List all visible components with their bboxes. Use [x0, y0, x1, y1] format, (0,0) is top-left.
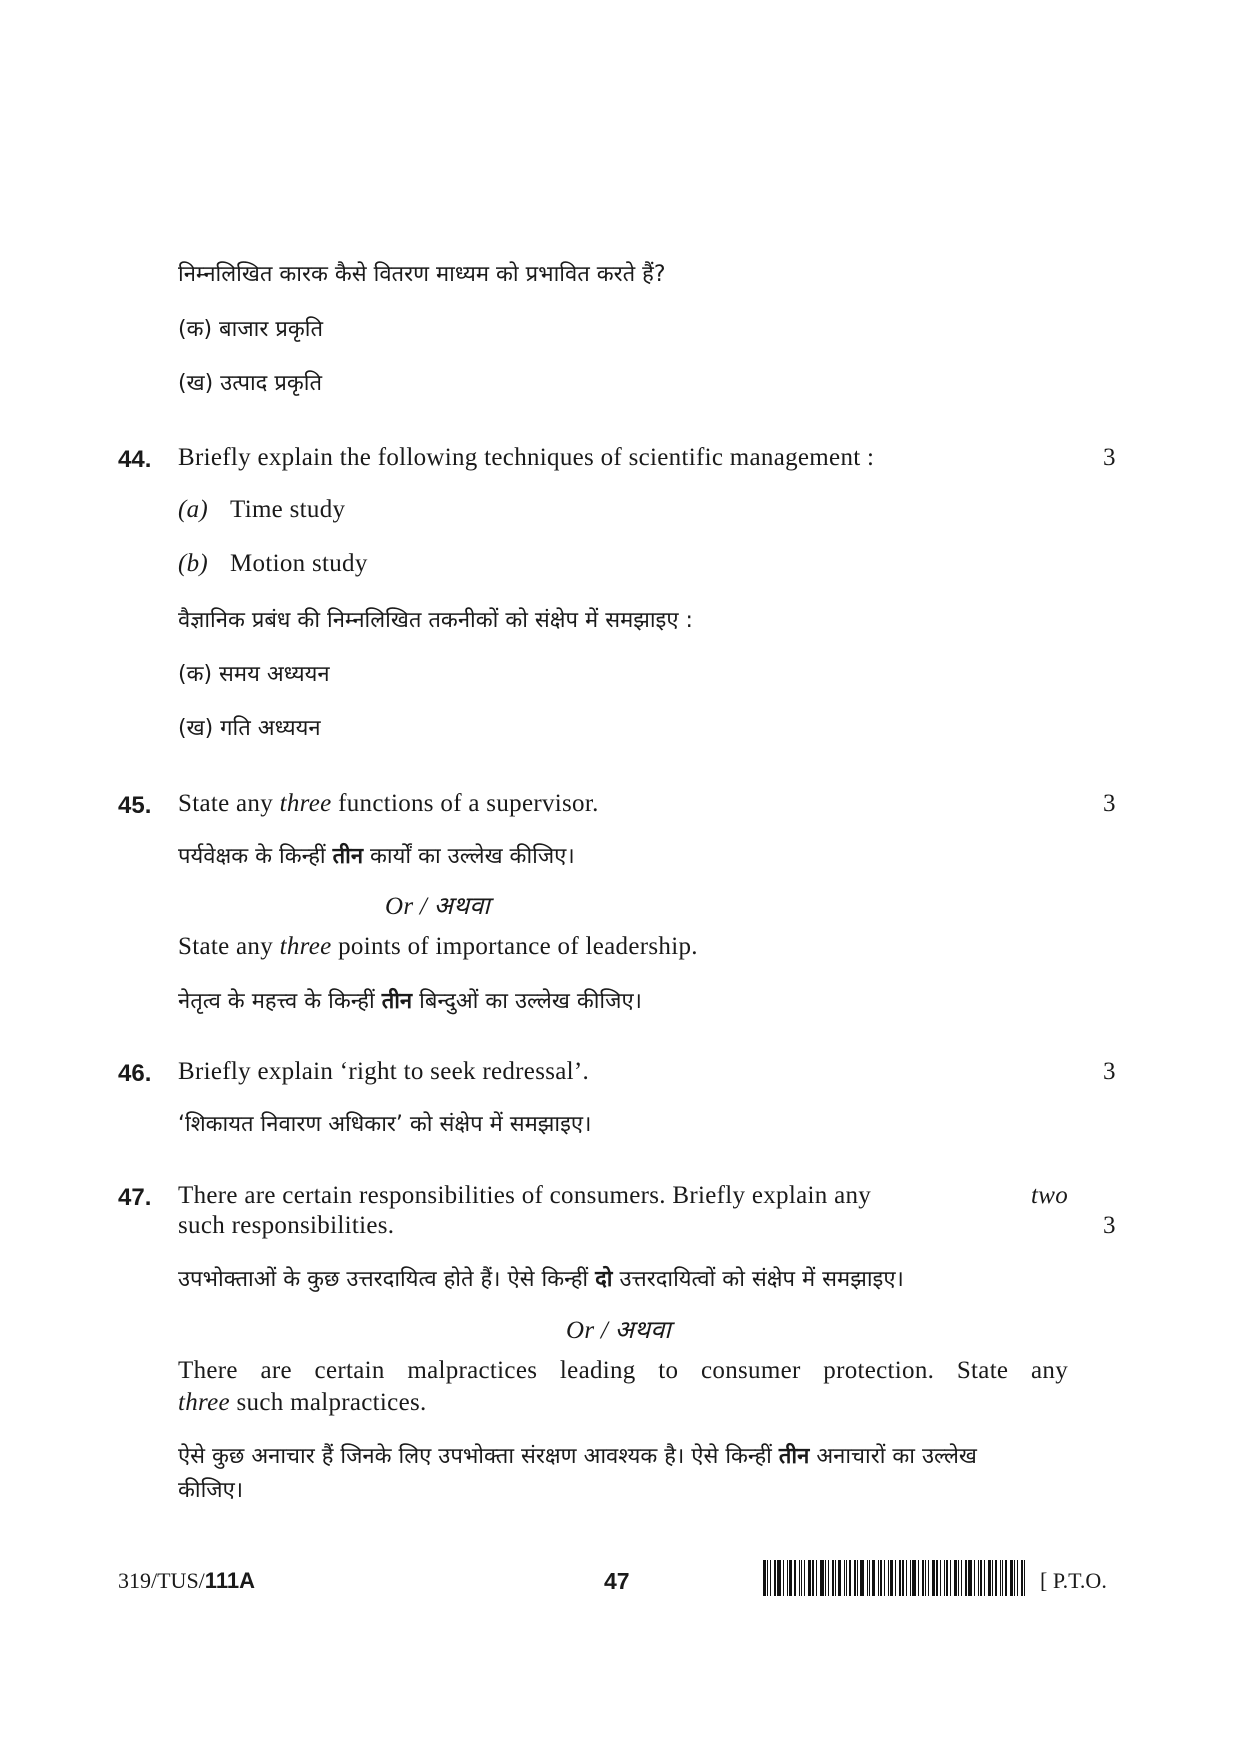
question-44-option-b — [178, 550, 208, 578]
barcode-bar — [820, 1560, 824, 1596]
barcode-bar — [816, 1560, 817, 1596]
barcode-bar — [838, 1560, 841, 1596]
question-45-marks: 3 — [1103, 790, 1116, 817]
pto-label: [ P.T.O. — [1040, 1568, 1107, 1593]
continuation-question-hi: निम्नलिखित कारक कैसे वितरण माध्यम को प्रभावित करते हैं? — [178, 262, 666, 287]
barcode-bar — [928, 1560, 929, 1596]
text-segment: बिन्दुओं का उल्लेख कीजिए। — [412, 989, 642, 1014]
barcode-bar — [925, 1560, 926, 1596]
barcode-bar — [857, 1560, 858, 1596]
question-47-alt-text-hi-line2: कीजिए। — [178, 1478, 244, 1503]
barcode-bar — [902, 1560, 904, 1596]
barcode-bar — [950, 1560, 951, 1596]
barcode-bar — [936, 1560, 938, 1596]
question-46-marks: 3 — [1103, 1058, 1116, 1085]
question-47-alt-text-en-line1: There are certain malpractices leading to consumer protection. State any — [178, 1357, 1068, 1384]
question-45-number: 45. — [118, 792, 152, 819]
barcode-bar — [808, 1560, 811, 1596]
barcode-bar — [828, 1560, 829, 1596]
text-segment — [178, 1440, 977, 1470]
text-segment: There are certain responsibilities of consumers. Briefly explain any — [178, 1182, 878, 1209]
barcode-bar — [867, 1560, 868, 1596]
bold-segment: दो — [595, 1267, 613, 1292]
barcode-bar — [804, 1560, 805, 1596]
barcode-bar — [961, 1560, 962, 1596]
barcode-bar — [958, 1560, 959, 1596]
barcode-bar — [1002, 1560, 1003, 1596]
barcode-bar — [846, 1560, 847, 1596]
barcode-bar — [794, 1560, 796, 1596]
barcode-bar — [880, 1560, 882, 1596]
barcode-bar — [799, 1560, 800, 1596]
question-47-marks: 3 — [1103, 1212, 1116, 1239]
barcode-bar — [783, 1560, 784, 1596]
barcode-bar — [922, 1560, 924, 1596]
barcode-bar — [946, 1560, 948, 1596]
question-47-text-hi — [178, 1263, 904, 1293]
continuation-option-b-hi: (ख) उत्पाद प्रकृति — [178, 371, 323, 396]
barcode-bar — [832, 1560, 834, 1596]
question-46-text-en: Briefly explain ‘right to seek redressal’. — [178, 1058, 590, 1085]
text-segment: State any — [178, 790, 280, 817]
barcode-bar — [849, 1560, 851, 1596]
barcode-bar — [1021, 1560, 1023, 1596]
text-segment: अनाचारों का उल्लेख — [809, 1444, 977, 1469]
barcode-bar — [801, 1560, 802, 1596]
paper-code-prefix: 319/TUS/ — [118, 1568, 205, 1593]
barcode-bar — [789, 1560, 792, 1596]
question-44-text-en: Briefly explain the following techniques of scientific management : — [178, 444, 875, 471]
barcode-bar — [932, 1560, 935, 1596]
question-44-marks: 3 — [1103, 444, 1116, 471]
question-45-alt-text-en — [178, 933, 698, 961]
question-47-or-divider: Or / अथवा — [566, 1317, 672, 1344]
text-segment: कार्यों का उल्लेख कीजिए। — [363, 844, 575, 869]
emphasis: three — [279, 790, 332, 817]
barcode-bar — [770, 1560, 771, 1596]
barcode-bar — [995, 1560, 997, 1596]
barcode-bar — [763, 1560, 766, 1596]
paper-code-bold: 111A — [204, 1568, 255, 1593]
barcode-bar — [888, 1560, 889, 1596]
barcode-bar — [777, 1560, 781, 1596]
barcode-bar — [965, 1560, 967, 1596]
text-segment: नेतृत्व के महत्त्व के किन्हीं — [178, 989, 382, 1014]
barcode — [763, 1560, 1027, 1596]
barcode-bar — [980, 1560, 982, 1596]
text-segment: such malpractices. — [229, 1389, 427, 1416]
question-44-option-a-text: Time study — [230, 496, 346, 523]
barcode-bar — [988, 1560, 991, 1596]
barcode-bar — [1005, 1560, 1007, 1596]
question-45-alt-text-hi — [178, 985, 642, 1015]
emphasis: three — [279, 933, 332, 960]
barcode-bar — [787, 1560, 788, 1596]
text-segment: उपभोक्ताओं के कुछ उत्तरदायित्व होते हैं। ऐसे किन्हीं — [178, 1267, 596, 1292]
option-b-label: (b) — [178, 550, 209, 577]
barcode-bar — [1000, 1560, 1001, 1596]
barcode-bar — [974, 1560, 975, 1596]
paper-code — [118, 1568, 255, 1594]
barcode-bar — [1017, 1560, 1018, 1596]
question-45-or-divider: Or / अथवा — [385, 893, 491, 920]
barcode-bar — [944, 1560, 945, 1596]
barcode-bar — [906, 1560, 907, 1596]
question-47-alt-text-hi-line1 — [178, 1440, 1068, 1470]
barcode-bar — [825, 1560, 826, 1596]
barcode-bar — [910, 1560, 911, 1596]
barcode-bar — [940, 1560, 941, 1596]
barcode-bar — [767, 1560, 768, 1596]
question-44-option-b-hi: (ख) गति अध्ययन — [178, 716, 321, 741]
question-44-option-a — [178, 496, 208, 524]
barcode-bar — [978, 1560, 979, 1596]
question-44-option-b-text: Motion study — [230, 550, 368, 577]
barcode-bar — [899, 1560, 901, 1596]
text-segment: ऐसे कुछ अनाचार हैं जिनके लिए उपभोक्ता संरक्षण आवश्यक है। ऐसे किन्हीं — [178, 1444, 779, 1469]
page-number: 47 — [604, 1568, 630, 1594]
barcode-bar — [835, 1560, 836, 1596]
barcode-bar — [872, 1560, 875, 1596]
question-44-text-hi: वैज्ञानिक प्रबंध की निम्नलिखित तकनीकों को संक्षेप में समझाइए : — [178, 608, 693, 633]
barcode-bar — [878, 1560, 879, 1596]
barcode-bar — [812, 1560, 814, 1596]
barcode-bar — [890, 1560, 893, 1596]
barcode-bar — [918, 1560, 919, 1596]
question-47-alt-text-en-line2 — [178, 1389, 427, 1417]
barcode-bar — [954, 1560, 957, 1596]
emphasis: two — [1030, 1182, 1068, 1209]
barcode-bar — [895, 1560, 896, 1596]
barcode-bar — [860, 1560, 864, 1596]
question-45-text-en — [178, 790, 599, 818]
barcode-bar — [774, 1560, 776, 1596]
question-45-text-hi — [178, 840, 575, 870]
bold-segment: तीन — [332, 844, 364, 869]
question-46-number: 46. — [118, 1060, 152, 1087]
question-46-text-hi: ‘शिकायत निवारण अधिकार’ को संक्षेप में समझाइए। — [178, 1112, 592, 1137]
barcode-bar — [869, 1560, 870, 1596]
text-segment: उत्तरदायित्वों को संक्षेप में समझाइए। — [612, 1267, 904, 1292]
question-47-number: 47. — [118, 1184, 152, 1211]
text-segment: functions of a supervisor. — [331, 790, 599, 817]
bold-segment: तीन — [381, 989, 413, 1014]
emphasis: three — [178, 1389, 230, 1416]
barcode-bar — [854, 1560, 856, 1596]
continuation-option-a-hi: (क) बाजार प्रकृति — [178, 317, 323, 342]
question-47-text-en-line1 — [178, 1182, 1068, 1210]
barcode-bar — [984, 1560, 985, 1596]
barcode-bar — [992, 1560, 993, 1596]
question-47-text-en-line2: such responsibilities. — [178, 1212, 395, 1239]
barcode-bar — [968, 1560, 972, 1596]
text-segment: points of importance of leadership. — [331, 933, 698, 960]
text-segment: State any — [178, 933, 280, 960]
barcode-bar — [884, 1560, 885, 1596]
barcode-bar — [1014, 1560, 1015, 1596]
barcode-bar — [1010, 1560, 1013, 1596]
barcode-bar — [1024, 1560, 1025, 1596]
question-44-option-a-hi: (क) समय अध्ययन — [178, 662, 330, 687]
barcode-bar — [844, 1560, 845, 1596]
bold-segment: तीन — [778, 1444, 810, 1469]
barcode-bar — [912, 1560, 916, 1596]
barcode-bars — [763, 1560, 1027, 1596]
option-a-label: (a) — [178, 496, 209, 523]
text-segment: पर्यवेक्षक के किन्हीं — [178, 844, 333, 869]
question-44-number: 44. — [118, 446, 152, 473]
